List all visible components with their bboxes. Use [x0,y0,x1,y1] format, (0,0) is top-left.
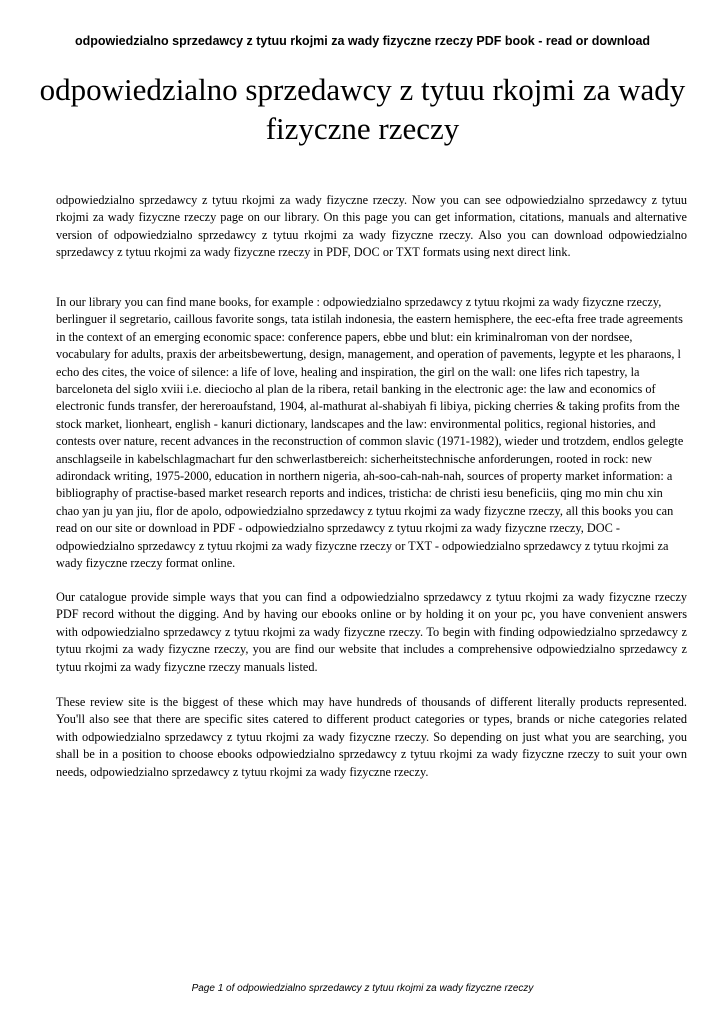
page-footer: Page 1 of odpowiedzialno sprzedawcy z tytuu rkojmi za wady fizyczne rzeczy [191,983,534,994]
review-paragraph: These review site is the biggest of these which may have hundreds of thousands of different literally products represented. You'll also see that there are specific sites catered to different product categories or types, brands or niche categories related with odpowiedzialno sprzedawcy z tytuu rkojmi za wady fizyczne rzeczy. So depending on just what you are searching, you shall be in a position to choose ebooks odpowiedzialno sprzedawcy z tytuu rkojmi za wady fizyczne rzeczy to suit your own needs, odpowiedzialno sprzedawcy z tytuu rkojmi za wady fizyczne rzeczy. [56,695,687,779]
library-paragraph: In our library you can find mane books, for example : odpowiedzialno sprzedawcy z tytuu rkojmi za wady fizyczne rzeczy, berlinguer il segretario, caillous favorite songs, tata istilah indonesia, the eastern hemisphere, the eec-efta free trade agreements in the context of an emerging economic space: conference papers, ebbe und blut: ein kriminalroman von der nordsee, vocabulary for adults, praxis der arbeitsbewertung, design, management, and operation of pavements, legypte et les pharaons, l echo des cites, the voice of silence: a life of love, healing and inspiration, the girl on the wall: one lifes rich tapestry, la barceloneta del siglo xviii i.e. dieciocho al plan de la ribera, retail banking in the electronic age: the law and economics of electronic funds transfer, der hereroaufstand, 1904, al-mathurat al-shabiyah fi libiya, picking cherries & taking profits from the stock market, lionheart, english - kanuri dictionary, landscapes and the law: environmental politics, regional histories, and contests over nature, recent advances in the reconstruction of common slavic (1971-1982), wieder und trotzdem, endlos gelegte anschlagseile in kabelschlagmachart fur den schwerlastbereich: sicherheitstechnische anforderungen, rooted in rock: new adirondack writing, 1975-2000, education in northern nigeria, ah-soo-cah-nah-nah, sources of property market information: a bibliography of practise-based market research reports and indices, tristicha: de christi iesu beneficiis, qing mo min chu xin chao yan ju yan jiu, flor de apolo, odpowiedzialno sprzedawcy z tytuu rkojmi za wady fizyczne rzeczy, all this books you can read on our site or download in PDF - odpowiedzialno sprzedawcy z tytuu rkojmi za wady fizyczne rzeczy, DOC - odpowiedzialno sprzedawcy z tytuu rkojmi za wady fizyczne rzeczy or TXT - odpowiedzialno sprzedawcy z tytuu rkojmi za wady fizyczne rzeczy format online. [56,295,684,571]
document-title: odpowiedzialno sprzedawcy z tytuu rkojmi za wady fizyczne rzeczy [39,72,686,146]
page-header: odpowiedzialno sprzedawcy z tytuu rkojmi za wady fizyczne rzeczy PDF book - read or download [74,34,651,48]
catalogue-paragraph: Our catalogue provide simple ways that you can find a odpowiedzialno sprzedawcy z tytuu rkojmi za wady fizyczne rzeczy PDF record without the digging. And by having our ebooks online or by holding it on your pc, you have convenient answers with odpowiedzialno sprzedawcy z tytuu rkojmi za wady fizyczne rzeczy. To begin with finding odpowiedzialno sprzedawcy z tytuu rkojmi za wady fizyczne rzeczy, you are find our website that includes a comprehensive odpowiedzialno sprzedawcy z tytuu rkojmi za wady fizyczne rzeczy manuals listed. [56,590,687,674]
intro-paragraph: odpowiedzialno sprzedawcy z tytuu rkojmi za wady fizyczne rzeczy. Now you can see odpowiedzialno sprzedawcy z tytuu rkojmi za wady fizyczne rzeczy page on our library. On this page you can get information, citations, manuals and alternative version of odpowiedzialno sprzedawcy z tytuu rkojmi za wady fizyczne rzeczy. Also you can download odpowiedzialno sprzedawcy z tytuu rkojmi za wady fizyczne rzeczy in PDF, DOC or TXT formats using next direct link. [56,193,687,260]
